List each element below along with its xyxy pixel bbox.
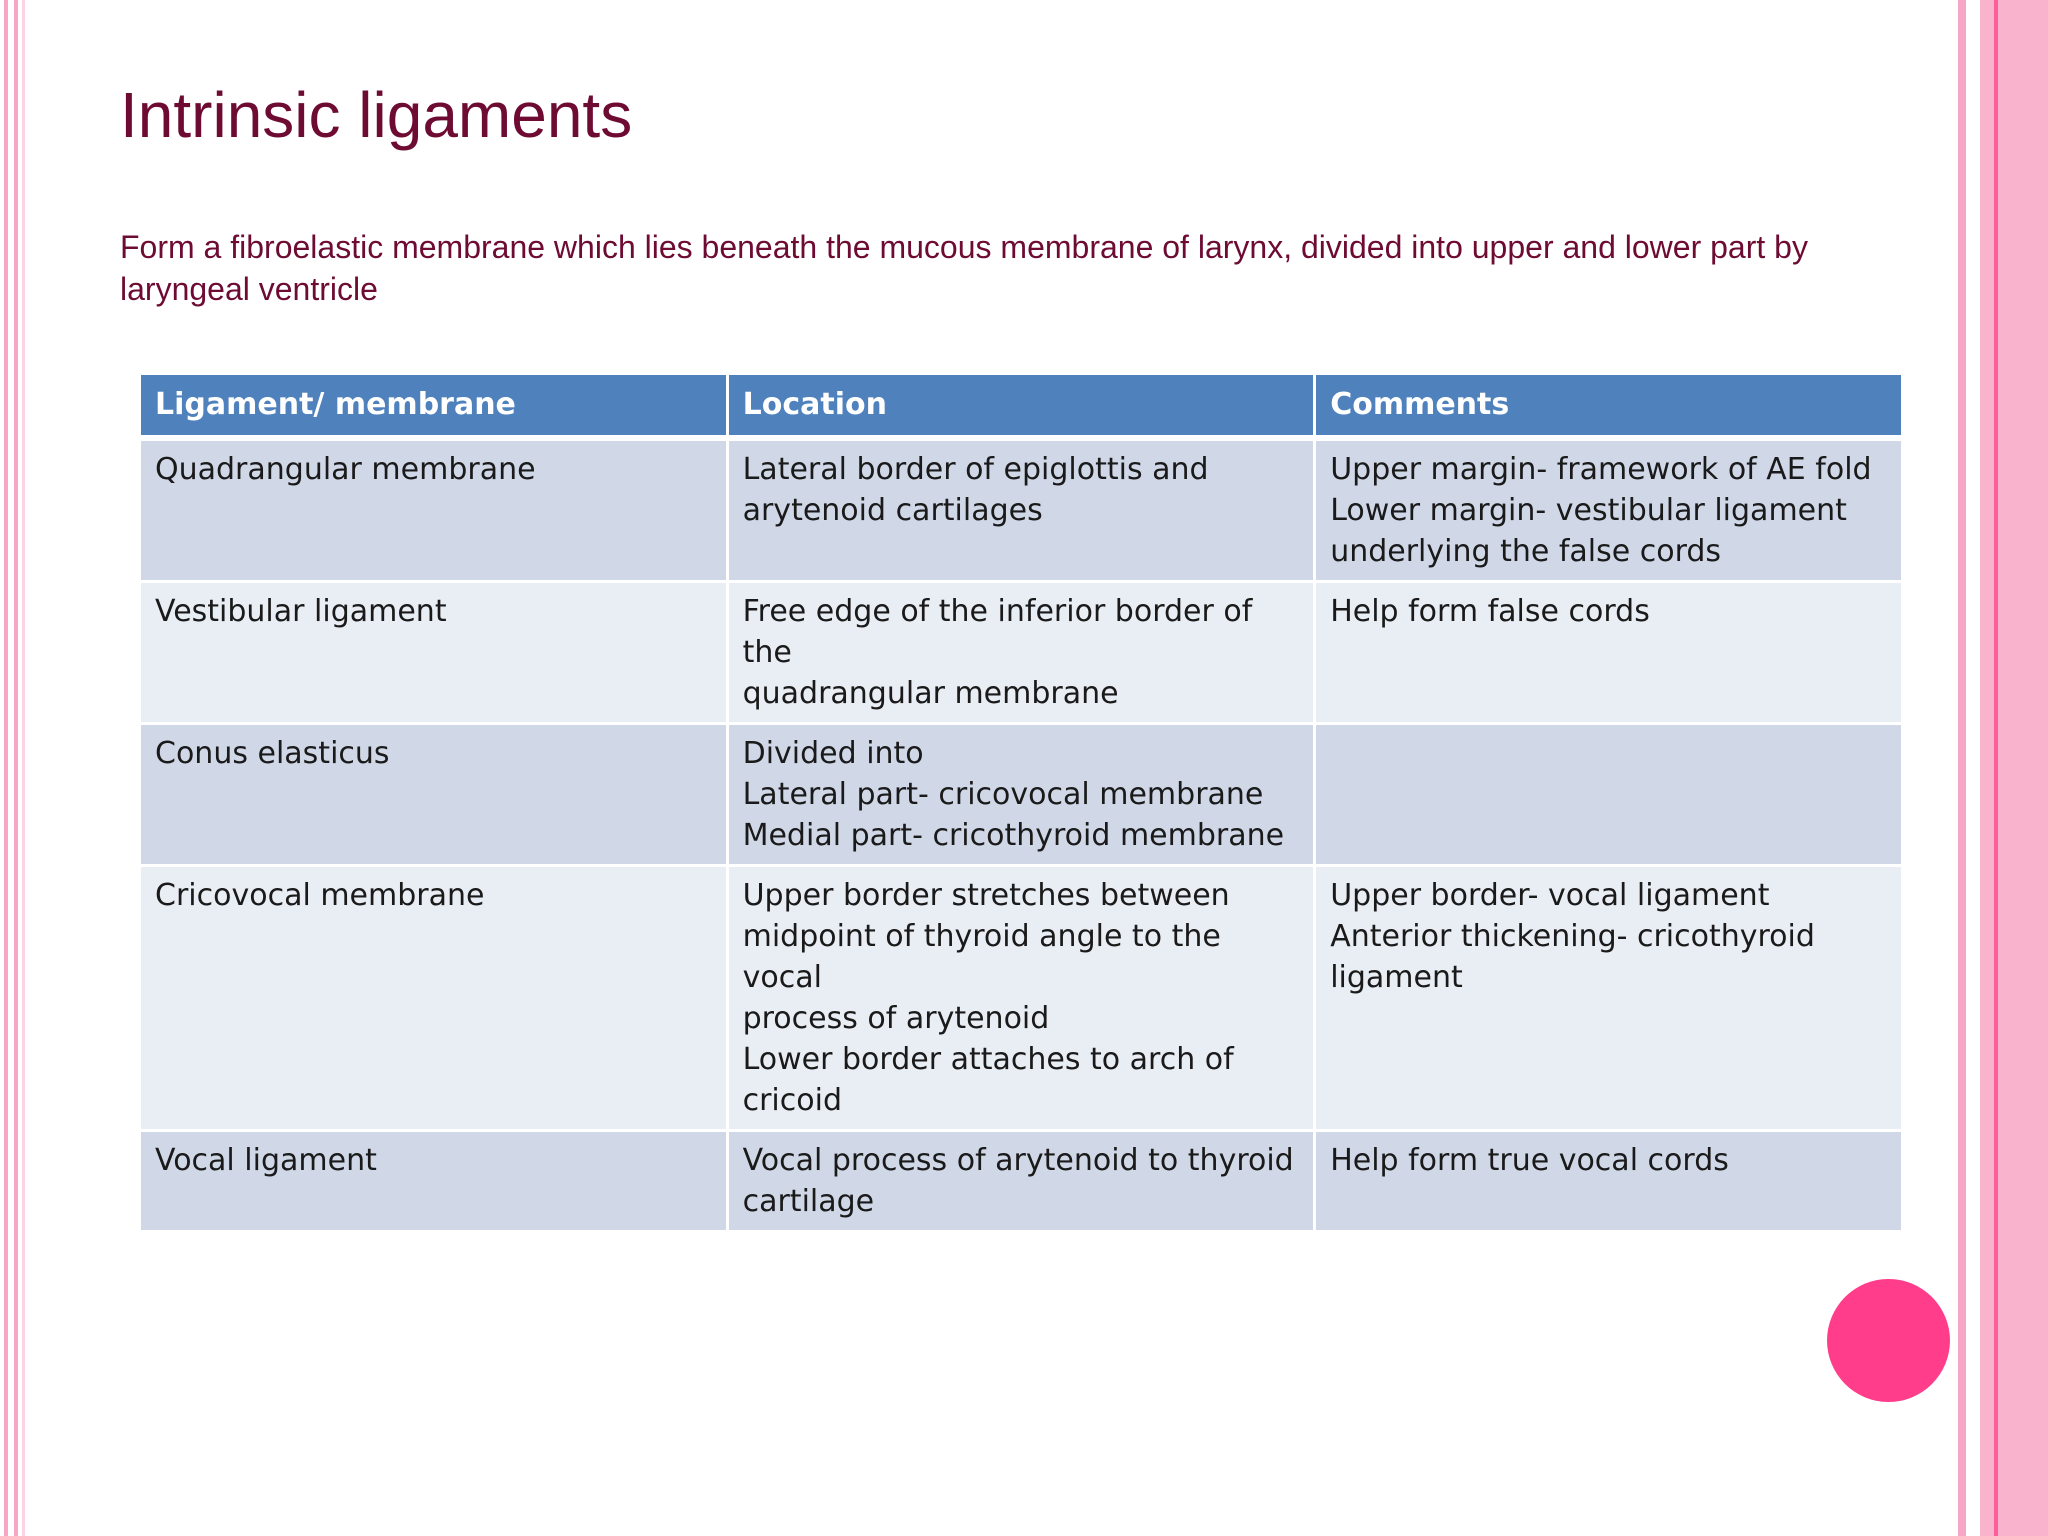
table-row — [141, 1132, 1901, 1230]
cell-comments — [1316, 725, 1901, 864]
comment-line: Help form false cords — [1330, 594, 1650, 629]
cell-location — [729, 441, 1314, 580]
location-line: Upper border stretches between — [742, 878, 1230, 913]
comment-line: Upper margin- framework of AE fold — [1330, 452, 1872, 487]
cell-comments — [1316, 583, 1901, 722]
comment-line: Lower margin- vestibular ligament — [1330, 493, 1847, 528]
location-line: quadrangular membrane — [742, 676, 1119, 711]
table-body — [141, 441, 1901, 1230]
cell-location — [729, 1132, 1314, 1230]
right-border-band — [1980, 0, 2048, 1536]
location-line: Vocal process of arytenoid to thyroid — [742, 1143, 1294, 1178]
ligament-table — [138, 372, 1904, 1233]
comment-line: underlying the false cords — [1330, 534, 1722, 569]
location-line: Lateral part- cricovocal membrane — [742, 777, 1264, 812]
cell-ligament-name: Cricovocal membrane — [141, 867, 726, 1129]
cell-location — [729, 725, 1314, 864]
header-location: Location — [729, 375, 1314, 438]
left-border-line — [14, 0, 18, 1536]
location-line: midpoint of thyroid angle to the vocal — [742, 919, 1221, 995]
table-row — [141, 725, 1901, 864]
cell-ligament-name: Vestibular ligament — [141, 583, 726, 722]
location-line: Lower border attaches to arch of cricoid — [742, 1042, 1234, 1118]
location-line: cartilage — [742, 1184, 875, 1219]
cell-location — [729, 583, 1314, 722]
table-row — [141, 583, 1901, 722]
header-ligament: Ligament/ membrane — [141, 375, 726, 438]
decorative-circle — [1827, 1279, 1950, 1402]
cell-comments — [1316, 1132, 1901, 1230]
cell-comments — [1316, 867, 1901, 1129]
comment-line: Help form true vocal cords — [1330, 1143, 1729, 1178]
right-border-accent-line — [1994, 0, 1998, 1536]
location-line: Medial part- cricothyroid membrane — [742, 818, 1285, 853]
cell-ligament-name: Conus elasticus — [141, 725, 726, 864]
right-border-line — [1958, 0, 1966, 1536]
left-border-line — [22, 0, 25, 1536]
table-row — [141, 867, 1901, 1129]
comment-line: Anterior thickening- cricothyroid — [1330, 919, 1815, 954]
table-row — [141, 441, 1901, 580]
cell-ligament-name: Vocal ligament — [141, 1132, 726, 1230]
cell-comments — [1316, 441, 1901, 580]
location-line: process of arytenoid — [742, 1001, 1050, 1036]
ligament-table-container — [141, 375, 1907, 1230]
cell-ligament-name: Quadrangular membrane — [141, 441, 726, 580]
cell-location — [729, 867, 1314, 1129]
header-comments: Comments — [1316, 375, 1901, 438]
left-border-line — [4, 0, 8, 1536]
table-header-row — [141, 375, 1901, 438]
location-line: Free edge of the inferior border of the — [742, 594, 1253, 670]
location-line: Divided into — [742, 736, 924, 771]
slide-subtitle: Form a fibroelastic membrane which lies beneath the mucous membrane of larynx, divided into upper and lower part by laryngeal ventricle — [120, 229, 1808, 307]
comment-line: Upper border- vocal ligament — [1330, 878, 1770, 913]
location-line: arytenoid cartilages — [742, 493, 1043, 528]
comment-line: ligament — [1330, 960, 1463, 995]
location-line: Lateral border of epiglottis and — [742, 452, 1209, 487]
slide-title: Intrinsic ligaments — [120, 79, 633, 151]
